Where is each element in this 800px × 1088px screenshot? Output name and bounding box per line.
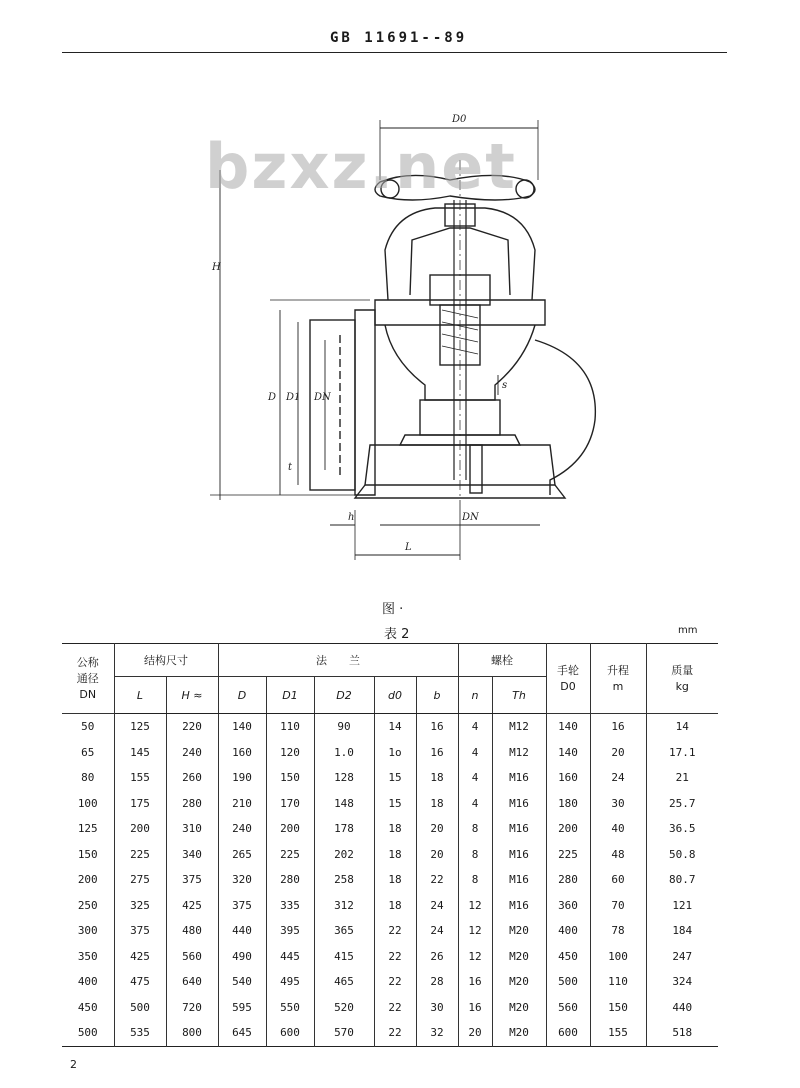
label-d: D (268, 392, 277, 403)
table-cell: 12 (458, 944, 492, 970)
table-cell: 12 (458, 918, 492, 944)
table-cell: 324 (646, 969, 718, 995)
col-d: D (218, 677, 266, 714)
table-cell: 160 (218, 740, 266, 766)
table-cell: 550 (266, 995, 314, 1021)
table-cell: 155 (114, 765, 166, 791)
table-cell: 178 (314, 816, 374, 842)
table-cell: 18 (374, 842, 416, 868)
table-cell: 375 (114, 918, 166, 944)
table-cell: 335 (266, 893, 314, 919)
table-cell: 18 (374, 816, 416, 842)
table-cell: 200 (546, 816, 590, 842)
table-cell: 280 (266, 867, 314, 893)
table-cell: 275 (114, 867, 166, 893)
table-cell: 140 (546, 740, 590, 766)
table-cell: M12 (492, 740, 546, 766)
table-cell: 128 (314, 765, 374, 791)
table-cell: 32 (416, 1020, 458, 1046)
col-mass: 质量 kg (646, 644, 718, 714)
table-cell: 4 (458, 740, 492, 766)
col-n: n (458, 677, 492, 714)
table-cell: 645 (218, 1020, 266, 1046)
table-cell: 495 (266, 969, 314, 995)
col-dn: 公称 通径 DN (62, 644, 114, 714)
table-cell: 340 (166, 842, 218, 868)
table-cell: 155 (590, 1020, 646, 1046)
table-cell: 300 (62, 918, 114, 944)
table-cell: 600 (266, 1020, 314, 1046)
table-row (62, 893, 718, 919)
table-row (62, 791, 718, 817)
table-cell: 4 (458, 791, 492, 817)
table-cell: 16 (458, 995, 492, 1021)
table-cell: M16 (492, 893, 546, 919)
table-cell: 22 (374, 995, 416, 1021)
table-cell: 225 (266, 842, 314, 868)
table-cell: 720 (166, 995, 218, 1021)
table-cell: 8 (458, 816, 492, 842)
table-cell: 200 (266, 816, 314, 842)
col-group-structure: 结构尺寸 (114, 644, 218, 677)
table-cell: 14 (646, 714, 718, 740)
col-d2: D2 (314, 677, 374, 714)
table-cell: 220 (166, 714, 218, 740)
table-cell: 110 (266, 714, 314, 740)
table-cell: M20 (492, 969, 546, 995)
table-row (62, 765, 718, 791)
table-row (62, 816, 718, 842)
table-cell: M16 (492, 791, 546, 817)
table-cell: 18 (416, 765, 458, 791)
table-cell: 450 (62, 995, 114, 1021)
col-h: H ≈ (166, 677, 218, 714)
table-cell: 148 (314, 791, 374, 817)
table-cell: 265 (218, 842, 266, 868)
table-cell: 200 (114, 816, 166, 842)
table-cell: 160 (546, 765, 590, 791)
table-row (62, 944, 718, 970)
table-cell: 535 (114, 1020, 166, 1046)
standard-code: GB 11691--89 (330, 30, 468, 46)
col-travel: 升程 m (590, 644, 646, 714)
table-cell: M16 (492, 765, 546, 791)
table-cell: 475 (114, 969, 166, 995)
table-cell: 540 (218, 969, 266, 995)
table-cell: 15 (374, 765, 416, 791)
table-cell: 65 (62, 740, 114, 766)
table-cell: 595 (218, 995, 266, 1021)
table-cell: 375 (166, 867, 218, 893)
table-cell: 80 (62, 765, 114, 791)
table-cell: 20 (416, 842, 458, 868)
col-group-bolt: 螺栓 (458, 644, 546, 677)
label-t: t (288, 462, 293, 473)
table-cell: 260 (166, 765, 218, 791)
table-cell: 22 (374, 944, 416, 970)
table-cell: 1.0 (314, 740, 374, 766)
table-cell: 30 (590, 791, 646, 817)
table-cell: 24 (416, 893, 458, 919)
table-cell: 445 (266, 944, 314, 970)
table-cell: 320 (218, 867, 266, 893)
table-cell: 140 (218, 714, 266, 740)
table-cell: 258 (314, 867, 374, 893)
table-cell: 350 (62, 944, 114, 970)
table-cell: 14 (374, 714, 416, 740)
table-cell: 80.7 (646, 867, 718, 893)
table-cell: 140 (546, 714, 590, 740)
table-cell: 100 (590, 944, 646, 970)
table-cell: M20 (492, 918, 546, 944)
table-cell: M12 (492, 714, 546, 740)
table-cell: 16 (416, 740, 458, 766)
table-cell: 17.1 (646, 740, 718, 766)
table-row (62, 995, 718, 1021)
table-unit: mm (678, 625, 698, 636)
table-cell: 4 (458, 714, 492, 740)
table-cell: 560 (546, 995, 590, 1021)
col-handwheel: 手轮 D0 (546, 644, 590, 714)
table-cell: 20 (590, 740, 646, 766)
table-cell: 125 (62, 816, 114, 842)
table-cell: 247 (646, 944, 718, 970)
table-cell: 425 (114, 944, 166, 970)
table-cell: 18 (416, 791, 458, 817)
label-l: L (405, 542, 412, 553)
table-row (62, 740, 718, 766)
table-cell: 280 (166, 791, 218, 817)
table-cell: 60 (590, 867, 646, 893)
table-cell: 480 (166, 918, 218, 944)
table-row (62, 842, 718, 868)
label-h: H (212, 262, 221, 273)
table-cell: 415 (314, 944, 374, 970)
table-cell: 310 (166, 816, 218, 842)
table-cell: 145 (114, 740, 166, 766)
table-cell: 8 (458, 867, 492, 893)
table-cell: 24 (416, 918, 458, 944)
table-cell: 240 (166, 740, 218, 766)
table-cell: 22 (374, 918, 416, 944)
table-cell: 240 (218, 816, 266, 842)
table-row (62, 969, 718, 995)
table-cell: 225 (546, 842, 590, 868)
table-cell: 20 (458, 1020, 492, 1046)
table-cell: 200 (62, 867, 114, 893)
table-cell: 440 (646, 995, 718, 1021)
table-cell: M16 (492, 867, 546, 893)
table-cell: 20 (416, 816, 458, 842)
table-cell: 800 (166, 1020, 218, 1046)
figure-caption: 图 · (382, 602, 404, 617)
table-cell: 121 (646, 893, 718, 919)
table-cell: 18 (374, 867, 416, 893)
table-cell: 50 (62, 714, 114, 740)
table-cell: 365 (314, 918, 374, 944)
label-dn-side: DN (314, 392, 331, 403)
table-cell: 24 (590, 765, 646, 791)
table-cell: 400 (62, 969, 114, 995)
table-cell: 225 (114, 842, 166, 868)
col-group-flange: 法 兰 (218, 644, 458, 677)
table-cell: 325 (114, 893, 166, 919)
table-cell: 26 (416, 944, 458, 970)
table-cell: 12 (458, 893, 492, 919)
table-cell: 18 (374, 893, 416, 919)
table-cell: 210 (218, 791, 266, 817)
table-cell: 150 (590, 995, 646, 1021)
table-cell: 250 (62, 893, 114, 919)
col-b: b (416, 677, 458, 714)
table-cell: 16 (416, 714, 458, 740)
label-h-small: h (348, 512, 355, 523)
table-cell: 78 (590, 918, 646, 944)
table-cell: 28 (416, 969, 458, 995)
table-cell: 170 (266, 791, 314, 817)
table-cell: 360 (546, 893, 590, 919)
table-cell: 518 (646, 1020, 718, 1046)
table-cell: 640 (166, 969, 218, 995)
table-cell: M20 (492, 1020, 546, 1046)
table-cell: M16 (492, 816, 546, 842)
table-cell: 125 (114, 714, 166, 740)
table-cell: 36.5 (646, 816, 718, 842)
table-cell: 22 (374, 969, 416, 995)
table-cell: 1o (374, 740, 416, 766)
table-cell: 21 (646, 765, 718, 791)
table-cell: 600 (546, 1020, 590, 1046)
table-cell: 70 (590, 893, 646, 919)
table-cell: 175 (114, 791, 166, 817)
col-d1: D1 (266, 677, 314, 714)
table-cell: 180 (546, 791, 590, 817)
table-cell: 395 (266, 918, 314, 944)
table-cell: 202 (314, 842, 374, 868)
table-cell: M20 (492, 944, 546, 970)
table-cell: 16 (458, 969, 492, 995)
label-d1: D1 (286, 392, 301, 403)
table-cell: 50.8 (646, 842, 718, 868)
table-cell: 440 (218, 918, 266, 944)
table-caption: 表 2 (384, 627, 410, 642)
table-cell: 375 (218, 893, 266, 919)
table-cell: 30 (416, 995, 458, 1021)
table-cell: 4 (458, 765, 492, 791)
table-cell: 425 (166, 893, 218, 919)
dimensions-table (62, 643, 718, 1047)
table-cell: 22 (374, 1020, 416, 1046)
label-s: s (502, 380, 508, 391)
col-l: L (114, 677, 166, 714)
table-cell: 500 (62, 1020, 114, 1046)
col-d0: d0 (374, 677, 416, 714)
table-row (62, 867, 718, 893)
table-cell: 22 (416, 867, 458, 893)
table-cell: 40 (590, 816, 646, 842)
page-number: 2 (70, 1058, 77, 1071)
table-row (62, 714, 718, 740)
table-row (62, 918, 718, 944)
table-cell: 570 (314, 1020, 374, 1046)
table-cell: 500 (546, 969, 590, 995)
table-cell: 560 (166, 944, 218, 970)
table-cell: 110 (590, 969, 646, 995)
table-cell: 48 (590, 842, 646, 868)
table-cell: 465 (314, 969, 374, 995)
table-cell: M16 (492, 842, 546, 868)
table-cell: 450 (546, 944, 590, 970)
table-cell: 90 (314, 714, 374, 740)
table-cell: 150 (266, 765, 314, 791)
table-cell: 400 (546, 918, 590, 944)
table-cell: 15 (374, 791, 416, 817)
table-cell: 280 (546, 867, 590, 893)
table-cell: 520 (314, 995, 374, 1021)
table-cell: 190 (218, 765, 266, 791)
table-cell: 100 (62, 791, 114, 817)
table-cell: 16 (590, 714, 646, 740)
table-cell: 312 (314, 893, 374, 919)
col-th: Th (492, 677, 546, 714)
label-d0: D0 (452, 114, 467, 125)
table-cell: 184 (646, 918, 718, 944)
table-cell: M20 (492, 995, 546, 1021)
table-cell: 8 (458, 842, 492, 868)
table-cell: 25.7 (646, 791, 718, 817)
watermark: bzxz.net (205, 130, 517, 203)
table-row (62, 1020, 718, 1046)
table-cell: 150 (62, 842, 114, 868)
table-cell: 120 (266, 740, 314, 766)
header-rule (62, 52, 727, 53)
label-dn: DN (462, 512, 479, 523)
table-cell: 500 (114, 995, 166, 1021)
table-cell: 490 (218, 944, 266, 970)
